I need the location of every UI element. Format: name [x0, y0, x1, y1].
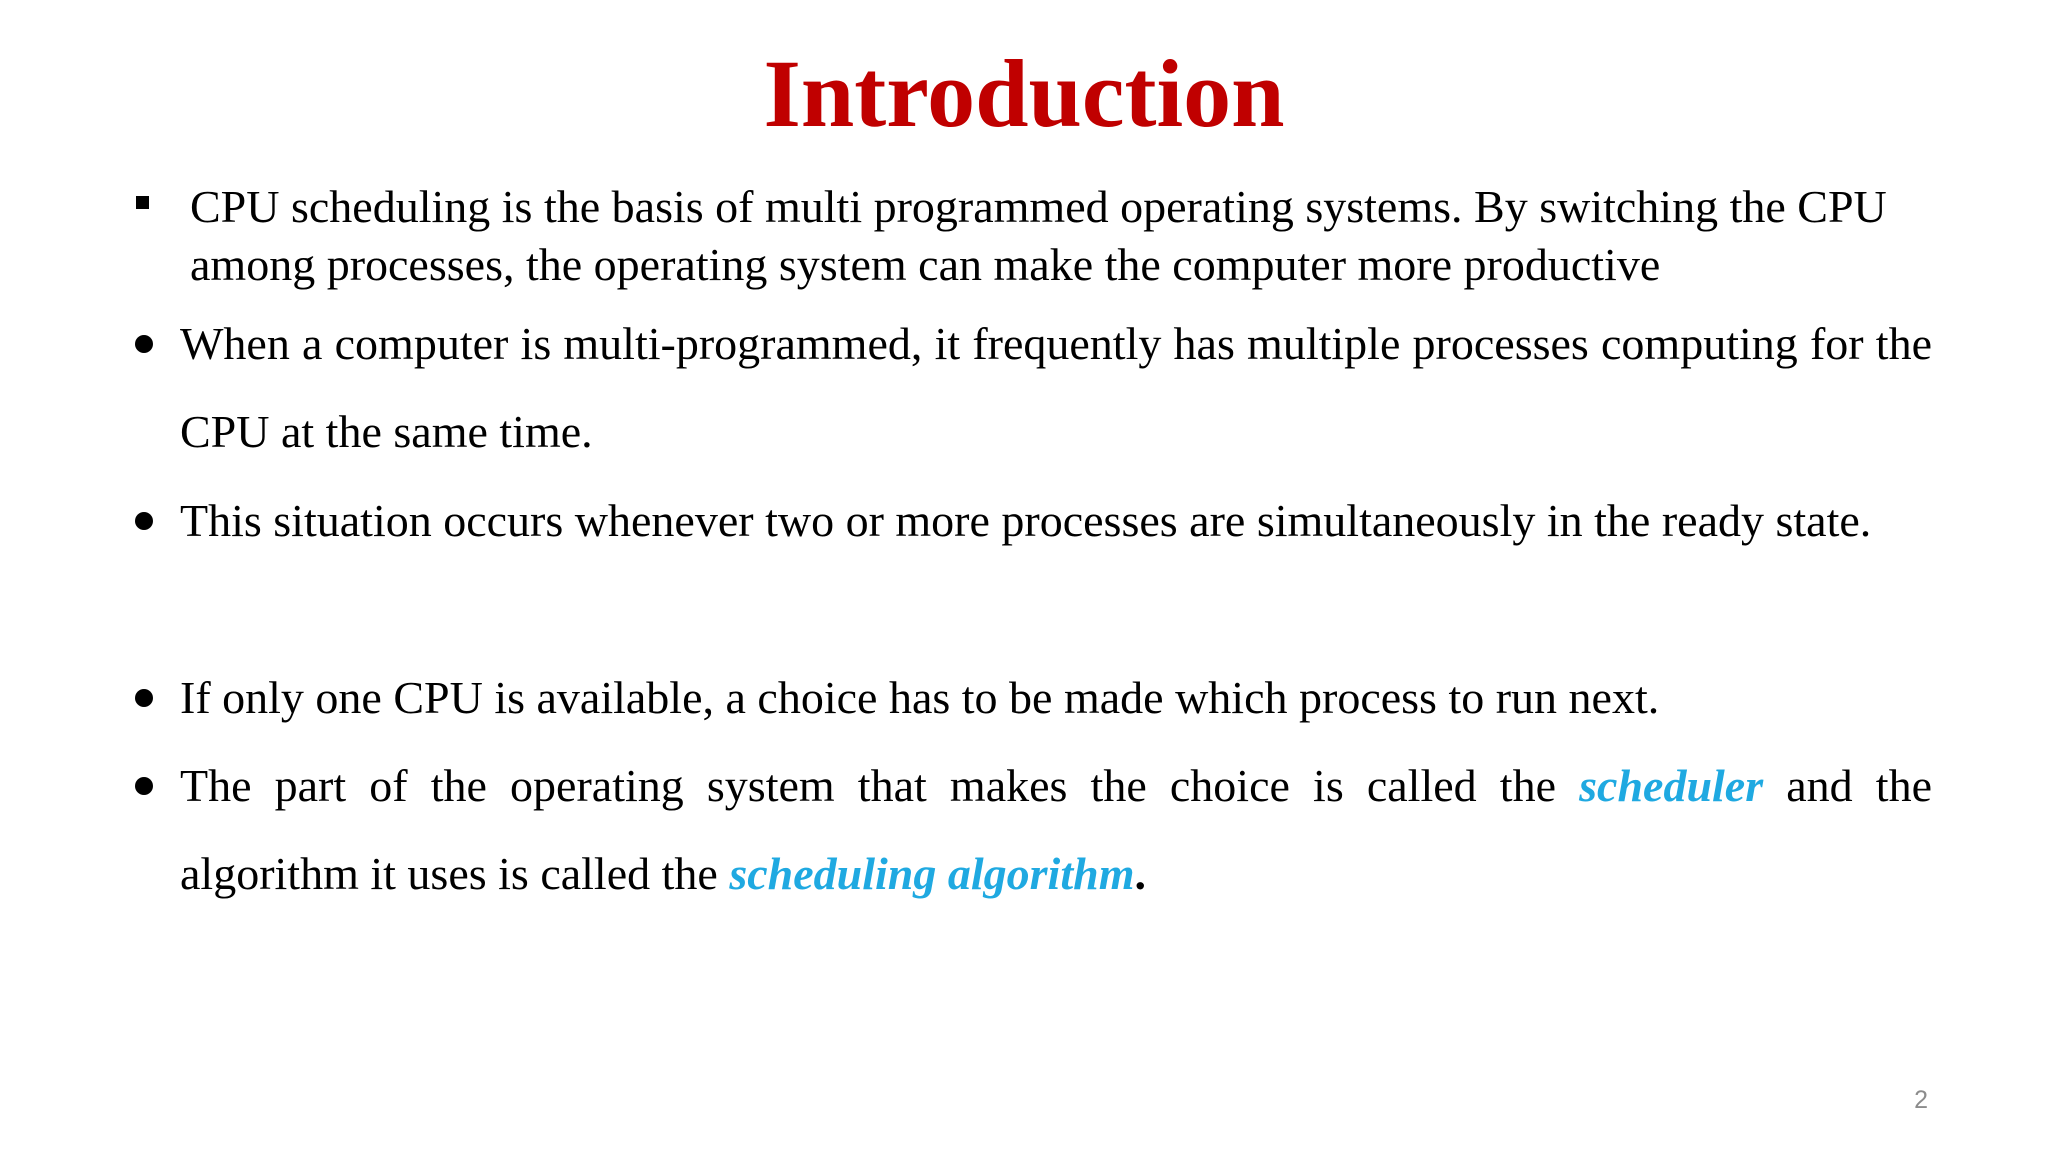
term-scheduling-algorithm: scheduling algorithm [729, 848, 1135, 899]
bullet-item-5 [180, 742, 1932, 918]
term-scheduler: scheduler [1579, 760, 1764, 811]
bullet-item-4: If only one CPU is available, a choice has to be made which process to run next. [180, 672, 1660, 723]
bullet-item-1: CPU scheduling is the basis of multi programmed operating systems. By switching the CPU among processes, the operating system can make the computer more productive [190, 181, 1887, 290]
bullet-text: The part of the operating system that makes the choice is called the [180, 760, 1580, 811]
page-number: 2 [1914, 1086, 1928, 1114]
round-bullet-icon [135, 512, 153, 530]
slide-title: Introduction [763, 40, 1285, 147]
bullet-item-3: This situation occurs whenever two or more processes are simultaneously in the ready state. [180, 495, 1872, 546]
bullet-text: and the algorithm it uses is called the [180, 760, 1932, 899]
round-bullet-icon [135, 335, 153, 353]
round-bullet-icon [135, 777, 153, 795]
bullet-end-period: . [1134, 848, 1146, 899]
bullet-item-2: When a computer is multi-programmed, it frequently has multiple processes computing for the CPU at the same time. [180, 318, 1932, 457]
round-bullet-icon [135, 689, 153, 707]
square-bullet-icon [136, 196, 149, 209]
